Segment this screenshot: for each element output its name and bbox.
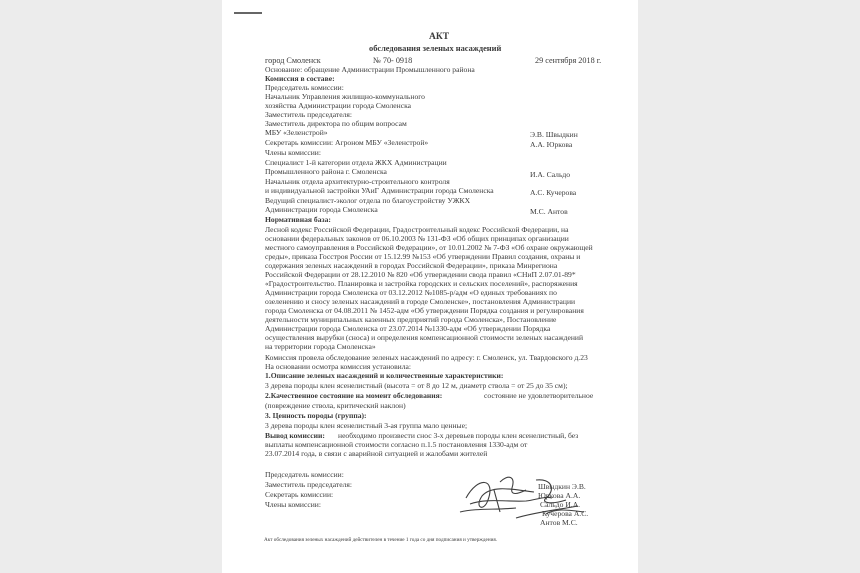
established-line: На основании осмотра комиссия установила: — [265, 362, 412, 371]
section1-text: 3 дерева породы клен ясенелистный (высота = от 8 до 12 м, диаметр ствола = от 25 до 35 см); — [265, 381, 568, 390]
normative-line: среды», приказа Госстроя России от 15.12.99 №153 «Об утверждении Правил создания, охраны и — [265, 252, 581, 261]
deputy-role: Заместитель председателя: — [265, 110, 352, 119]
secretary-name: А.А. Юркова — [530, 140, 573, 149]
section3-heading: 3. Ценность породы (группа): — [265, 411, 367, 420]
city: город Смоленск — [265, 56, 321, 65]
section3-text: 3 дерева породы клен ясенелистный 3-ая группа мало ценные; — [265, 421, 468, 430]
sign-chair-role: Председатель комиссии: — [265, 470, 344, 479]
sign-name-5: Антов М.С. — [540, 518, 578, 527]
normative-line: местного самоуправления в Российской Федерации», от 10.01.2002 № 7-ФЗ «Об охране окружающей — [265, 243, 593, 252]
member2-line1: Начальник отдела архитектурно-строительного контроля — [265, 177, 450, 186]
sign-name-4: Кучерова А.С. — [542, 509, 589, 518]
member1-line1: Специалист 1-й категории отдела ЖКХ Администрации — [265, 158, 447, 167]
deputy-position-1: Заместитель директора по общим вопросам — [265, 119, 407, 128]
member3-name: М.С. Антов — [530, 207, 568, 216]
deputy-position-2: МБУ «Зеленстрой» — [265, 128, 328, 137]
normative-line: основании федеральных законов от 06.10.2003 № 131-ФЗ «Об общих принципах организации — [265, 234, 569, 243]
normative-line: Российской Федерации от 28.12.2010 № 820 «Об утверждении свода правил «СНиП 2.07.01-89* — [265, 270, 576, 279]
doc-title: АКТ — [429, 32, 450, 42]
normative-heading: Нормативная база: — [265, 215, 331, 224]
document-page — [222, 0, 638, 573]
normative-line: деятельности муниципальных казенных предприятий города Смоленска», Постановление — [265, 315, 557, 324]
address-line: Комиссия провела обследование зеленых насаждений по адресу: г. Смоленск, ул. Твардовского д.23 — [265, 353, 588, 362]
conclusion-text: необходимо произвести снос 3-х деревьев породы клен ясенелистный, без — [338, 431, 579, 440]
normative-line: «Градостроительство. Планировка и застройка городских и сельских поселений», распоряжения — [265, 279, 578, 288]
member2-line2: и индивидуальной застройки УАиГ Администрации города Смоленска — [265, 186, 494, 195]
section1-heading: 1.Описание зеленых насаждений и количественные характеристики: — [265, 371, 504, 380]
doc-subtitle: обследования зеленых насаждений — [369, 44, 502, 53]
section2-text: состояние не удовлетворительное — [484, 391, 594, 400]
scan-margin-left — [0, 0, 222, 573]
normative-line: осуществления вырубки (сноса) и определения компенсационной стоимости зеленых насаждений — [265, 333, 584, 342]
act-number: № 70- 0918 — [373, 56, 413, 65]
sign-name-2: Юркова А.А. — [538, 491, 581, 500]
sign-members-role: Члены комиссии: — [265, 500, 321, 509]
member1-line2: Промышленного района г. Смоленска — [265, 167, 387, 176]
chair-role: Председатель комиссии: — [265, 83, 344, 92]
normative-line: Лесной кодекс Российской Федерации, Градостроительный кодекс Российской Федерации, на — [265, 225, 569, 234]
validity-footnote: Акт обследования зеленых насаждений действителен в течение 1 года со дня подписания и утверждения. — [264, 537, 498, 543]
normative-line: Администрации города Смоленска от 03.12.2012 №1085-р/адм «О единых требованиях по — [265, 288, 557, 297]
conclusion-line3: 23.07.2014 года, в связи с аварийной ситуацией и жалобами жителей — [265, 449, 488, 458]
normative-line: содержания зеленых насаждений в городах Российской Федерации», приказа Минрегиона — [265, 261, 558, 270]
member2-name: А.С. Кучерова — [530, 188, 577, 197]
secretary-line: Секретарь комиссии: Агроном МБУ «Зеленстрой» — [265, 138, 429, 147]
normative-line: на территории города Смоленска» — [265, 342, 376, 351]
member3-line2: Администрации города Смоленска — [265, 205, 378, 214]
sign-name-3: Сальдо И.А. — [540, 500, 581, 509]
basis: Основание: обращение Администрации Промышленного района — [265, 65, 475, 74]
conclusion-label: Вывод комиссии: — [265, 431, 325, 440]
member3-line1: Ведущий специалист-эколог отдела по благоустройству УЖКХ — [265, 196, 471, 205]
commission-heading: Комиссия в составе: — [265, 74, 335, 83]
sign-secretary-role: Секретарь комиссии: — [265, 490, 334, 499]
scan-mark — [234, 12, 262, 14]
sign-name-1: Швыдкин Э.В. — [538, 482, 586, 491]
deputy-name: Э.В. Швыдкин — [530, 130, 578, 139]
scan-margin-right — [638, 0, 860, 573]
handwritten-signatures — [456, 468, 606, 524]
normative-line: озеленению и сносу зеленых насаждений в городе Смоленске», постановления Администрации — [265, 297, 576, 306]
sign-deputy-role: Заместитель председателя: — [265, 480, 352, 489]
section2-note: (повреждение ствола, критический наклон) — [265, 401, 406, 410]
conclusion-line2: выплаты компенсационной стоимости согласно п.1.5 постановления 1330-адм от — [265, 440, 528, 449]
member1-name: И.А. Сальдо — [530, 170, 571, 179]
members-role: Члены комиссии: — [265, 148, 321, 157]
normative-line: города Смоленска от 04.08.2011 № 1452-адм «Об утверждении Порядка создания и регулирования — [265, 306, 584, 315]
chair-position-1: Начальник Управления жилищно-коммунального — [265, 92, 425, 101]
section2-heading: 2.Качественное состояние на момент обследования: — [265, 391, 443, 400]
act-date: 29 сентября 2018 г. — [535, 56, 602, 65]
chair-position-2: хозяйства Администрации города Смоленска — [265, 101, 412, 110]
normative-line: Администрации города Смоленска от 23.07.2014 №1330-адм «Об утверждении Порядка — [265, 324, 551, 333]
